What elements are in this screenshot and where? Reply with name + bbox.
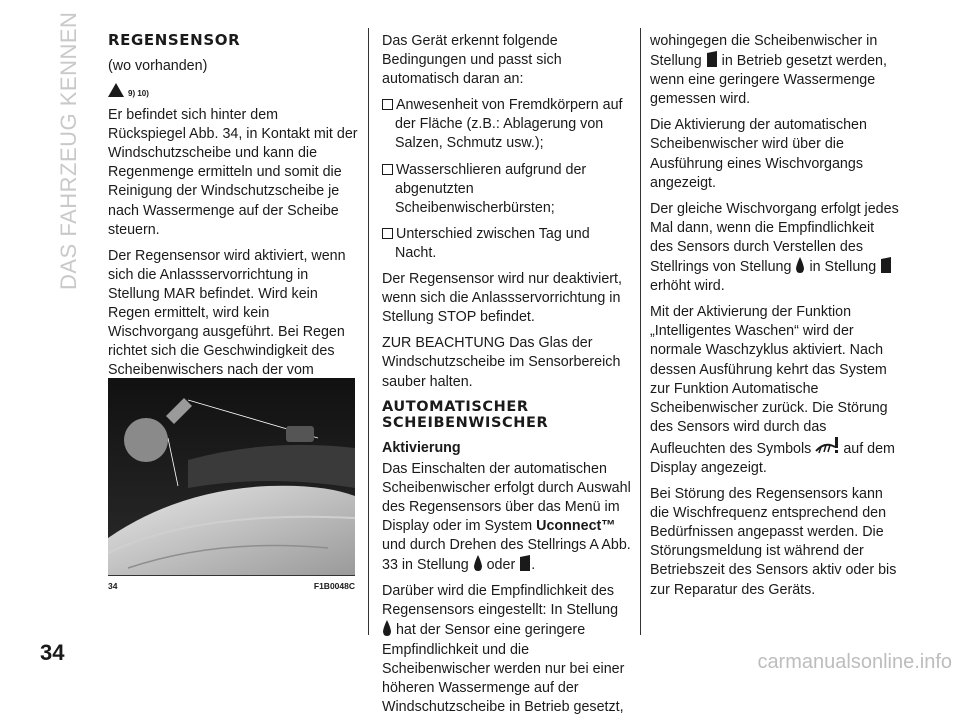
rain-sensitivity-low-icon: [795, 257, 805, 273]
heading-rain-sensor: REGENSENSOR: [108, 31, 241, 49]
watermark: carmanualsonline.info: [757, 651, 952, 673]
paragraph-activation-steps: Das Einschalten der automatischen Scheibenwischer erfolgt durch Auswahl des Regensensors über das Menü im Display oder im System Uconnect™ und durch Drehen des Stellrings A Abb. 33 in Stellung oder .: [382, 460, 631, 574]
rain-sensitivity-low-icon: [382, 620, 392, 636]
bullet-day-night: Unterschied zwischen Tag und Nacht.: [382, 225, 632, 263]
rain-sensitivity-high-icon: [519, 555, 531, 571]
column-divider-2: [640, 28, 641, 635]
bullet-streaks: Wasserschlieren aufgrund der abgenutzten Scheibenwischerbürsten;: [382, 161, 632, 218]
figure-caption-bar: [108, 575, 355, 596]
figure-number: 34: [108, 581, 118, 591]
rain-sensitivity-high-icon: [706, 51, 718, 67]
column-1: [108, 32, 358, 407]
paragraph-sensitivity-change: Der gleiche Wischvorgang erfolgt jedes Mal dann, wenn die Empfindlichkeit des Sensors durch Verstellen des Stellrings von Stellung in Stellung erhöht wird.: [650, 200, 899, 295]
paragraph-conditions-intro: Das Gerät erkennt folgende Bedingungen und passt sich automatisch daran an:: [382, 33, 562, 88]
rain-sensor-callout: [124, 418, 168, 462]
section-side-tab: DAS FAHRZEUG KENNEN: [56, 11, 81, 290]
page-number: 34: [40, 640, 65, 665]
paragraph-deactivation: Der Regensensor wird nur deaktiviert, wenn sich die Anlassservorrichtung in Stellung STOP befindet.: [382, 271, 622, 326]
paragraph-wipe-indication: Die Aktivierung der automatischen Scheibenwischer wird über die Ausführung eines Wischvorgangs angezeigt.: [650, 117, 867, 191]
warning-triangle-icon: [108, 83, 124, 97]
paragraph-high-sensitivity: wohingegen die Scheibenwischer in Stellung in Betrieb gesetzt werden, wenn eine geringere Wassermenge gemessen wird.: [650, 33, 887, 108]
paragraph-fault: Bei Störung des Regensensors kann die Wischfrequenz entsprechend den Bedürfnissen angepasst werden. Die Störungsmeldung ist während der Betriebszeit des Sensors aktiv oder bis zur Reparatur des Geräts.: [650, 486, 897, 598]
heading-automatic-wipers: AUTOMATISCHER SCHEIBENWISCHER: [382, 398, 549, 431]
paragraph-location: Er befindet sich hinter dem Rückspiegel Abb. 34, in Kontakt mit der Windschutzscheibe und kann die Regenmenge ermitteln und somit die Reinigung der Windschutzscheibe je nach Wassermenge auf der Scheibe steuern.: [108, 107, 358, 238]
figure-windscreen-sensor: [108, 378, 355, 575]
column-divider-1: [368, 28, 369, 635]
bullet-box-icon: [382, 228, 393, 239]
paragraph-note: ZUR BEACHTUNG Das Glas der Windschutzscheibe im Sensorbereich sauber halten.: [382, 335, 621, 390]
car-windscreen-image: [108, 378, 355, 575]
paragraph-smart-wash: Mit der Aktivierung der Funktion „Intelligentes Waschen“ wird der normale Waschzyklus aktiviert. Nach dessen Ausführung kehrt das System zur Funktion Automatische Scheibenwischer zurück. Die Störung des Sensors wird durch das Aufleuchten des Symbols auf dem Display angezeigt.: [650, 304, 895, 476]
subheading-activation: Aktivierung: [382, 439, 461, 456]
column-3: [650, 32, 900, 607]
bullet-box-icon: [382, 164, 393, 175]
column-2: [382, 32, 632, 724]
bullet-foreign-bodies: Anwesenheit von Fremdkörpern auf der Fläche (z.B.: Ablagerung von Salzen, Schmutz usw.);: [382, 96, 632, 153]
bullet-box-icon: [382, 99, 393, 110]
paragraph-activation: Der Regensensor wird aktiviert, wenn sich die Anlassservorrichtung in Stellung MAR befindet. Wird kein Regen ermittelt, wird kein Wischvorgang ausgeführt. Bei Regen richtet sich die Geschwindigkeit des Scheibenwischers nach der vom: [108, 247, 346, 379]
warning-ref-numbers: 9) 10): [128, 89, 149, 99]
rain-sensitivity-low-icon: [473, 555, 483, 571]
paragraph-sensitivity: Darüber wird die Empfindlichkeit des Regensensors eingestellt: In Stellung hat der Sensor eine geringere Empfindlichkeit und die Scheibenwischer werden nur bei einer höheren Wassermenge auf der Windschutzscheibe in Betrieb gesetzt,: [382, 583, 625, 715]
subtitle-availability: (wo vorhanden): [108, 58, 208, 74]
rain-sensor-fault-warning-icon: [815, 437, 839, 455]
rain-sensitivity-high-icon: [880, 257, 892, 273]
warning-references: [108, 83, 358, 101]
figure-code: F1B0048C: [313, 581, 355, 591]
